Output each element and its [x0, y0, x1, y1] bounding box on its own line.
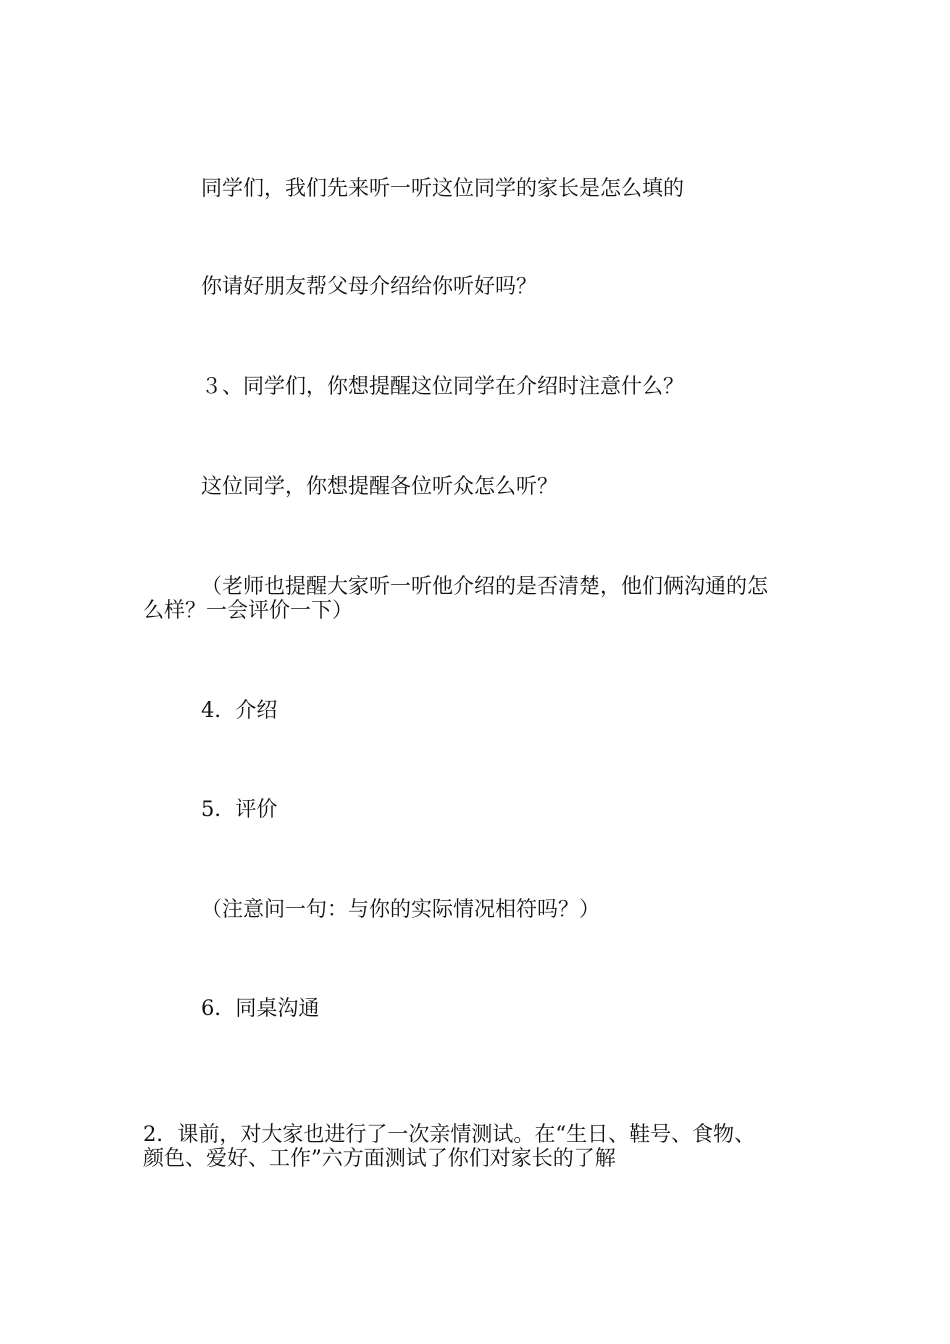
text-line-step-6: 6．同桌沟通 [201, 996, 320, 1020]
final-paragraph-line-1: 2．课前，对大家也进行了一次亲情测试。在“生日、鞋号、食物、 [143, 1122, 756, 1146]
text-line-step-4: 4．介绍 [201, 698, 278, 722]
text-line-note-ask: （注意问一句：与你的实际情况相符吗？） [201, 897, 600, 921]
text-line-ask-friend: 你请好朋友帮父母介绍给你听好吗？ [201, 274, 537, 298]
final-paragraph [143, 1122, 823, 1170]
text-line-listen-parent: 同学们，我们先来听一听这位同学的家长是怎么填的 [201, 176, 684, 200]
teacher-note-line-2: 么样？一会评价一下） [143, 598, 353, 622]
teacher-note-paragraph [143, 574, 823, 622]
text-line-step-5: 5．评价 [201, 797, 278, 821]
text-line-step-3: ３、同学们，你想提醒这位同学在介绍时注意什么？ [201, 374, 684, 398]
text-line-remind-listeners: 这位同学，你想提醒各位听众怎么听？ [201, 474, 558, 498]
final-paragraph-line-2: 颜色、爱好、工作”六方面测试了你们对家长的了解 [143, 1146, 616, 1170]
teacher-note-line-1: （老师也提醒大家听一听他介绍的是否清楚，他们俩沟通的怎 [201, 574, 768, 598]
